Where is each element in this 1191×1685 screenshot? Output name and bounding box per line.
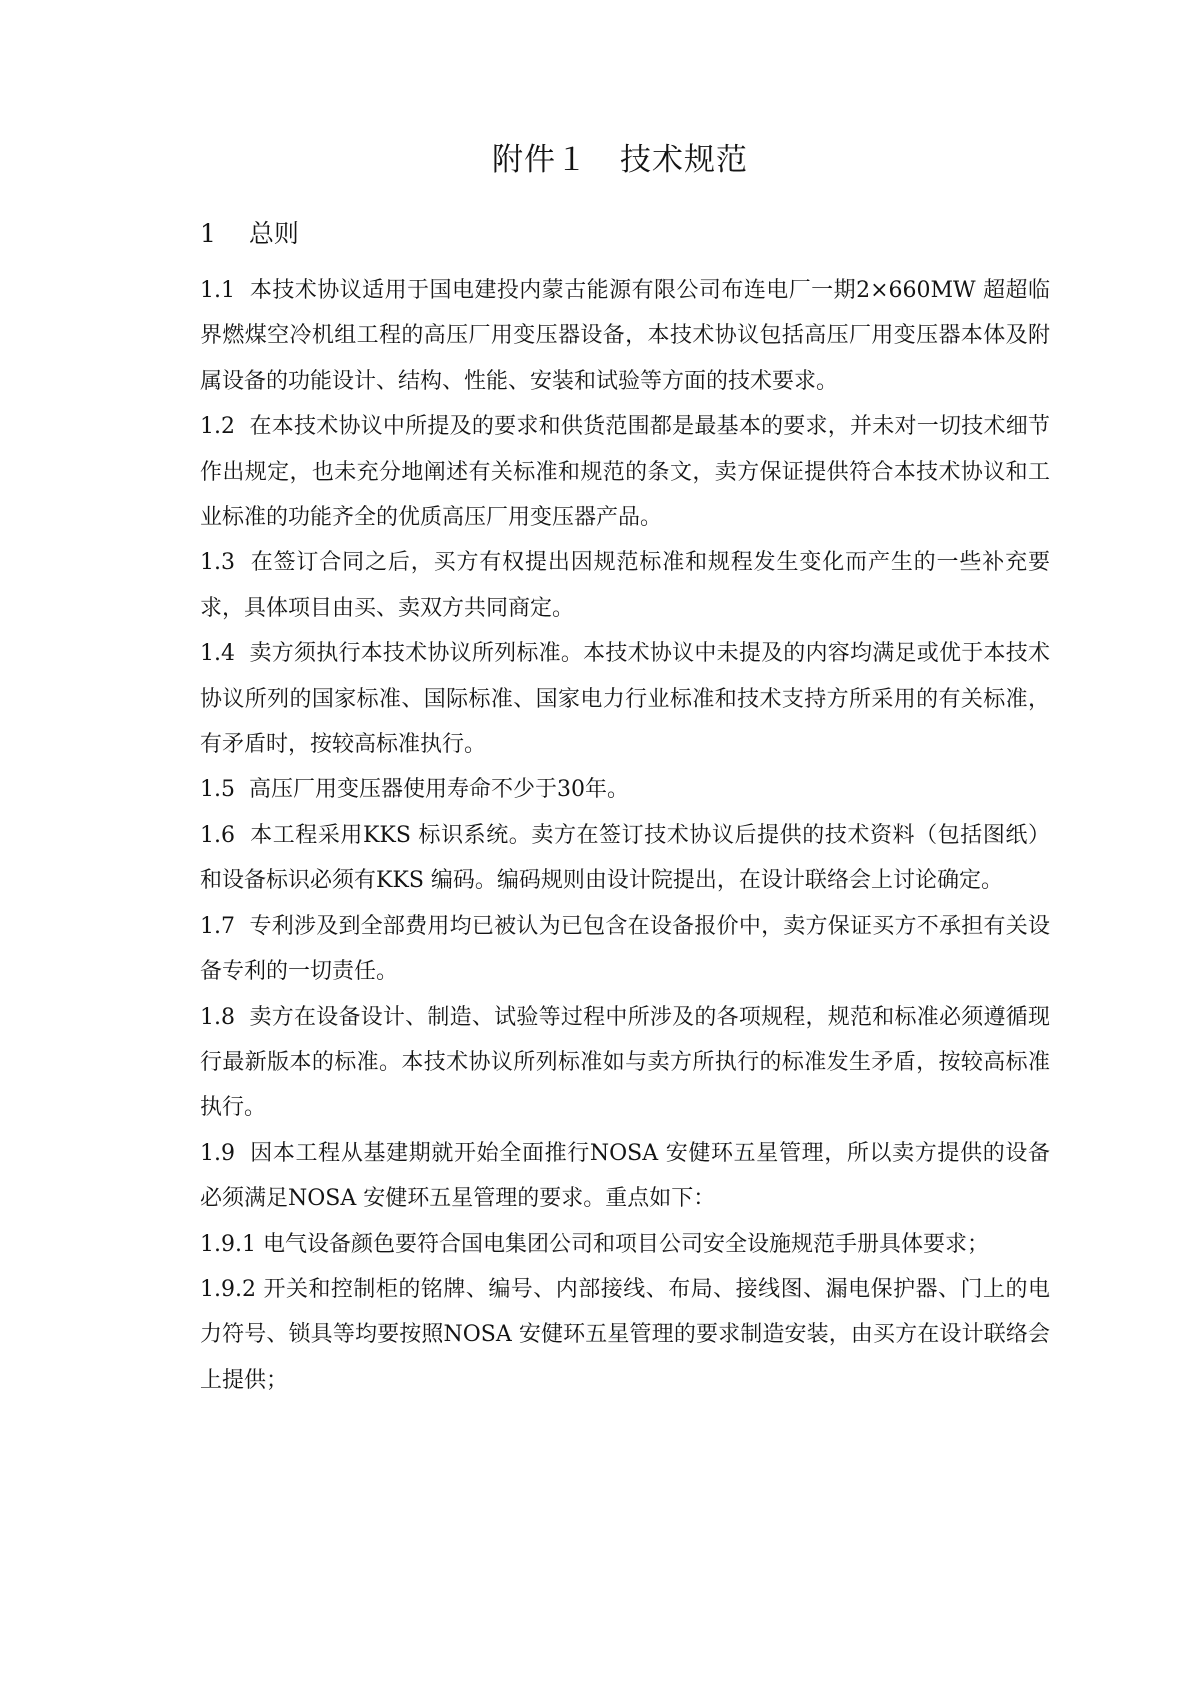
paragraph-text: 在本技术协议中所提及的要求和供货范围都是最基本的要求，并未对一切技术细节作出规定，也未充分地阐述有关标准和规范的条文，卖方保证提供符合本技术协议和工业标准的功能齐全的优质高压厂用变压器产品。 [200, 414, 1050, 531]
paragraph-text: 电气设备颜色要符合国电集团公司和项目公司安全设施规范手册具体要求； [262, 1231, 989, 1257]
paragraph-1-2 [200, 404, 1050, 540]
paragraph-number: 1.9.1 [200, 1231, 263, 1257]
paragraph-text: 在签订合同之后，买方有权提出因规范标准和规程发生变化而产生的一些补充要求，具体项目由买、卖双方共同商定。 [200, 550, 1050, 621]
paragraph-1-3 [200, 540, 1050, 631]
paragraph-1-9-2 [200, 1267, 1050, 1403]
paragraph-number: 1.7 [200, 913, 250, 939]
paragraph-text: 专利涉及到全部费用均已被认为已包含在设备报价中，卖方保证买方不承担有关设备专利的一切责任。 [200, 913, 1050, 985]
paragraph-number: 1.1 [200, 278, 250, 303]
document-body [200, 268, 1050, 1403]
paragraph-text: 因本工程从基建期就开始全面推行NOSA 安健环五星管理，所以卖方提供的设备必须满足NOSA 安健环五星管理的要求。重点如下： [200, 1140, 1050, 1212]
paragraph-1-5 [200, 767, 1050, 812]
document-title: 附件１ 技术规范 [492, 142, 748, 178]
paragraph-text: 开关和控制柜的铭牌、编号、内部接线、布局、接线图、漏电保护器、门上的电力符号、锁具等均要按照NOSA 安健环五星管理的要求制造安装，由买方在设计联络会上提供； [200, 1276, 1050, 1393]
paragraph-number: 1.8 [200, 1004, 250, 1030]
paragraph-text: 高压厂用变压器使用寿命不少于30年。 [248, 777, 629, 803]
paragraph-number: 1.2 [200, 414, 250, 440]
paragraph-text: 卖方在设备设计、制造、试验等过程中所涉及的各项规程，规范和标准必须遵循现行最新版本的标准。本技术协议所列标准如与卖方所执行的标准发生矛盾，按较高标准执行。 [200, 1004, 1050, 1121]
paragraph-1-7 [200, 904, 1050, 995]
paragraph-1-9-1 [200, 1222, 1050, 1267]
paragraph-text: 本技术协议适用于国电建投内蒙古能源有限公司布连电厂一期2×660MW 超超临界燃煤空冷机组工程的高压厂用变压器设备，本技术协议包括高压厂用变压器本体及附属设备的功能设计、结构、性能、安装和试验等方面的技术要求。 [200, 278, 1050, 394]
section-heading: 1 总则 [200, 219, 299, 248]
paragraph-number: 1.9 [200, 1140, 251, 1166]
paragraph-1-8 [200, 995, 1050, 1131]
paragraph-number: 1.4 [200, 641, 250, 667]
paragraph-1-4 [200, 631, 1050, 767]
paragraph-text: 卖方须执行本技术协议所列标准。本技术协议中未提及的内容均满足或优于本技术协议所列的国家标准、国际标准、国家电力行业标准和技术支持方所采用的有关标准，有矛盾时，按较高标准执行。 [200, 641, 1050, 758]
paragraph-1-6 [200, 813, 1050, 904]
paragraph-text: 本工程采用KKS 标识系统。卖方在签订技术协议后提供的技术资料（包括图纸）和设备标识必须有KKS 编码。编码规则由设计院提出，在设计联络会上讨论确定。 [200, 822, 1050, 894]
paragraph-1-9 [200, 1131, 1050, 1222]
paragraph-1-1 [200, 268, 1050, 404]
paragraph-number: 1.6 [200, 822, 251, 848]
paragraph-number: 1.9.2 [200, 1276, 264, 1302]
paragraph-number: 1.3 [200, 550, 251, 576]
paragraph-number: 1.5 [200, 777, 249, 803]
